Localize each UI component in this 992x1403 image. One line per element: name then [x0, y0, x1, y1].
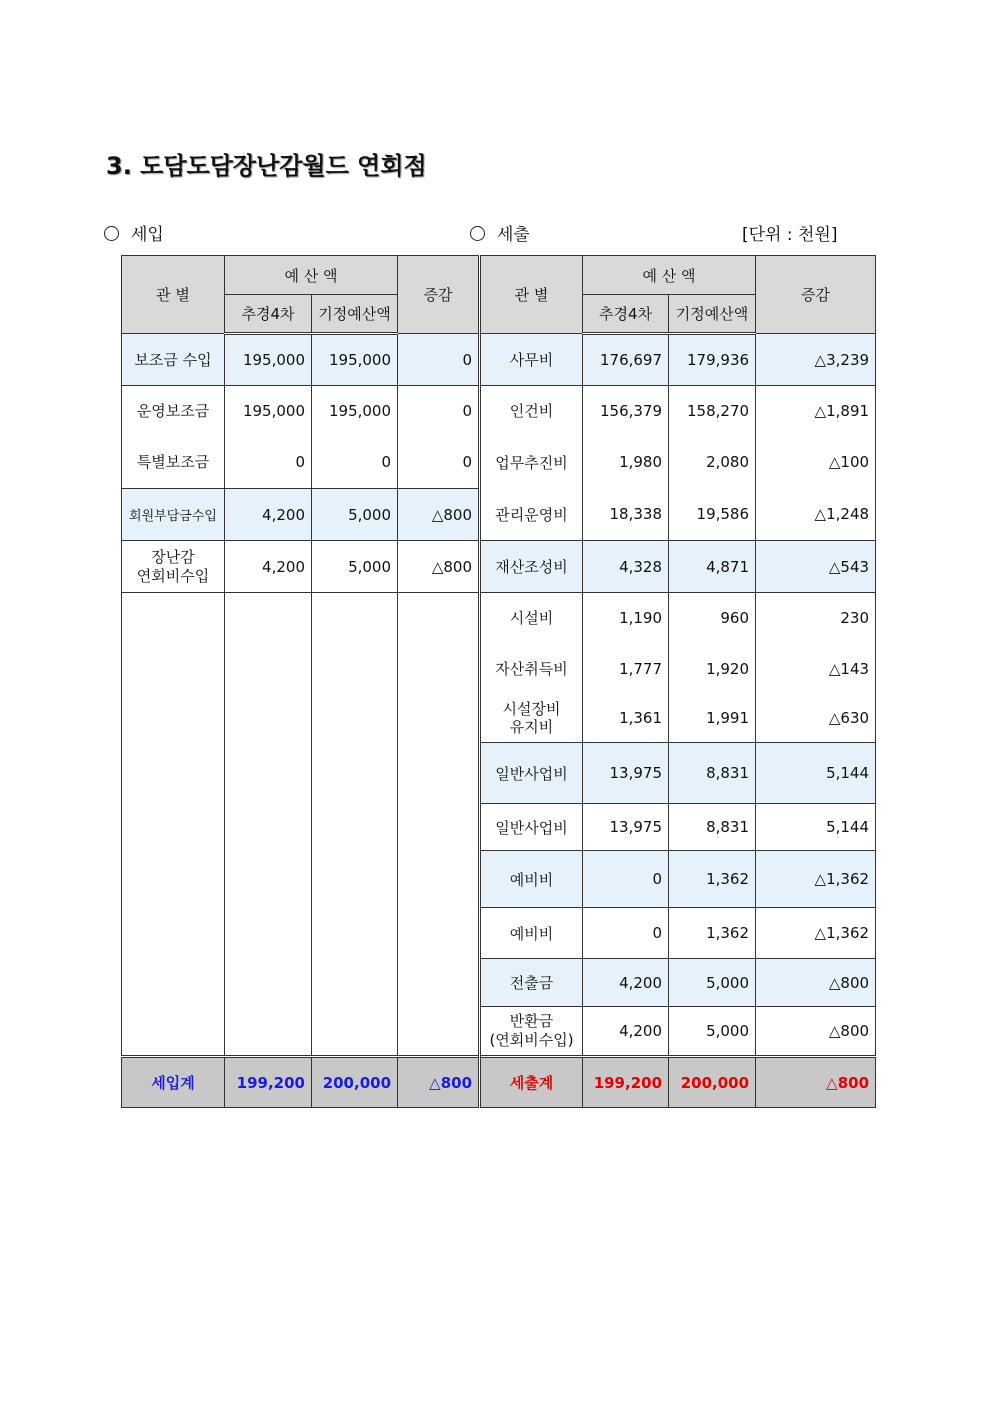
table-row [122, 541, 876, 593]
expense-diff: △543 [756, 541, 876, 593]
expense-name: 예비비 [480, 908, 583, 959]
income-existing: 5,000 [312, 541, 398, 593]
expense-supp: 4,328 [583, 541, 669, 593]
income-diff: △800 [398, 489, 480, 541]
income-existing: 5,000 [312, 489, 398, 541]
income-name: 보조금 수입 [122, 334, 225, 386]
table-row [122, 593, 876, 643]
expense-supp: 176,697 [583, 334, 669, 386]
header-diff: 증감 [756, 256, 876, 334]
expense-diff: △1,362 [756, 851, 876, 908]
expense-diff: △1,248 [756, 489, 876, 541]
expense-diff: △1,362 [756, 908, 876, 959]
table-row [122, 959, 876, 1007]
header-supp: 추경4차 [583, 295, 669, 334]
expense-supp: 4,200 [583, 1007, 669, 1057]
expense-existing: 1,920 [669, 643, 756, 695]
expense-diff: 5,144 [756, 804, 876, 851]
expense-name: 시설비 [480, 593, 583, 643]
expense-name: 반환금 (연회비수입) [480, 1007, 583, 1057]
expense-diff: △143 [756, 643, 876, 695]
expense-name: 자산취득비 [480, 643, 583, 695]
circle-bullet-icon [104, 226, 119, 241]
expense-name: 시설장비 유지비 [480, 695, 583, 743]
table-row [122, 334, 876, 386]
income-supp: 4,200 [225, 489, 312, 541]
expense-supp: 1,777 [583, 643, 669, 695]
expense-supp: 13,975 [583, 804, 669, 851]
income-diff: △800 [398, 541, 480, 593]
budget-table [121, 255, 876, 1108]
expense-diff: 5,144 [756, 743, 876, 804]
expense-diff: 230 [756, 593, 876, 643]
expense-total-name: 세출계 [480, 1057, 583, 1108]
expense-total-supp: 199,200 [583, 1057, 669, 1108]
table-row [122, 695, 876, 743]
expense-existing: 5,000 [669, 1007, 756, 1057]
income-name: 회원부담금수입 [122, 489, 225, 541]
income-supp: 195,000 [225, 386, 312, 436]
total-row [122, 1057, 876, 1108]
expense-existing: 179,936 [669, 334, 756, 386]
income-section-label: 세입 [104, 220, 164, 245]
income-existing: 0 [312, 436, 398, 489]
expense-name: 전출금 [480, 959, 583, 1007]
income-supp: 195,000 [225, 334, 312, 386]
header-supp: 추경4차 [225, 295, 312, 334]
header-budget: 예 산 액 [225, 256, 398, 295]
expense-existing: 158,270 [669, 386, 756, 436]
expense-name: 일반사업비 [480, 804, 583, 851]
income-existing: 195,000 [312, 386, 398, 436]
expense-diff: △3,239 [756, 334, 876, 386]
expense-total-existing: 200,000 [669, 1057, 756, 1108]
table-row [122, 851, 876, 908]
expense-existing: 1,991 [669, 695, 756, 743]
expense-existing: 8,831 [669, 804, 756, 851]
table-row [122, 743, 876, 804]
expense-existing: 8,831 [669, 743, 756, 804]
income-total-diff: △800 [398, 1057, 480, 1108]
expense-existing: 960 [669, 593, 756, 643]
income-name: 운영보조금 [122, 386, 225, 436]
expense-name: 재산조성비 [480, 541, 583, 593]
expense-supp: 0 [583, 908, 669, 959]
income-total-existing: 200,000 [312, 1057, 398, 1108]
header-category: 관 별 [480, 256, 583, 334]
table-row [122, 489, 876, 541]
income-name: 장난감 연회비수입 [122, 541, 225, 593]
header-existing: 기정예산액 [669, 295, 756, 334]
expense-name: 업무추진비 [480, 436, 583, 489]
expense-diff: △800 [756, 959, 876, 1007]
page-title: 3. 도담도담장난감월드 연회점 [106, 152, 427, 180]
header-budget: 예 산 액 [583, 256, 756, 295]
expense-section-label: 세출 [470, 220, 530, 245]
header-diff: 증감 [398, 256, 480, 334]
unit-label: [단위 : 천원] [742, 225, 838, 245]
header-category: 관 별 [122, 256, 225, 334]
expense-supp: 0 [583, 851, 669, 908]
expense-name: 인건비 [480, 386, 583, 436]
income-name: 특별보조금 [122, 436, 225, 489]
expense-existing: 1,362 [669, 908, 756, 959]
expense-name: 일반사업비 [480, 743, 583, 804]
expense-supp: 1,361 [583, 695, 669, 743]
income-supp: 4,200 [225, 541, 312, 593]
header-existing: 기정예산액 [312, 295, 398, 334]
table-row [122, 436, 876, 489]
expense-supp: 156,379 [583, 386, 669, 436]
income-existing: 195,000 [312, 334, 398, 386]
expense-supp: 18,338 [583, 489, 669, 541]
income-total-name: 세입계 [122, 1057, 225, 1108]
circle-bullet-icon [470, 226, 485, 241]
expense-supp: 1,190 [583, 593, 669, 643]
expense-supp: 1,980 [583, 436, 669, 489]
table-row [122, 1007, 876, 1057]
table-row [122, 643, 876, 695]
expense-existing: 1,362 [669, 851, 756, 908]
expense-supp: 13,975 [583, 743, 669, 804]
expense-total-diff: △800 [756, 1057, 876, 1108]
income-total-supp: 199,200 [225, 1057, 312, 1108]
expense-existing: 19,586 [669, 489, 756, 541]
expense-diff: △100 [756, 436, 876, 489]
expense-name: 예비비 [480, 851, 583, 908]
expense-existing: 5,000 [669, 959, 756, 1007]
income-diff: 0 [398, 436, 480, 489]
expense-name: 관리운영비 [480, 489, 583, 541]
income-supp: 0 [225, 436, 312, 489]
expense-diff: △630 [756, 695, 876, 743]
income-diff: 0 [398, 334, 480, 386]
income-diff: 0 [398, 386, 480, 436]
expense-name: 사무비 [480, 334, 583, 386]
expense-supp: 4,200 [583, 959, 669, 1007]
table-row [122, 804, 876, 851]
expense-existing: 2,080 [669, 436, 756, 489]
table-row [122, 386, 876, 436]
expense-existing: 4,871 [669, 541, 756, 593]
expense-diff: △800 [756, 1007, 876, 1057]
expense-diff: △1,891 [756, 386, 876, 436]
table-row [122, 908, 876, 959]
